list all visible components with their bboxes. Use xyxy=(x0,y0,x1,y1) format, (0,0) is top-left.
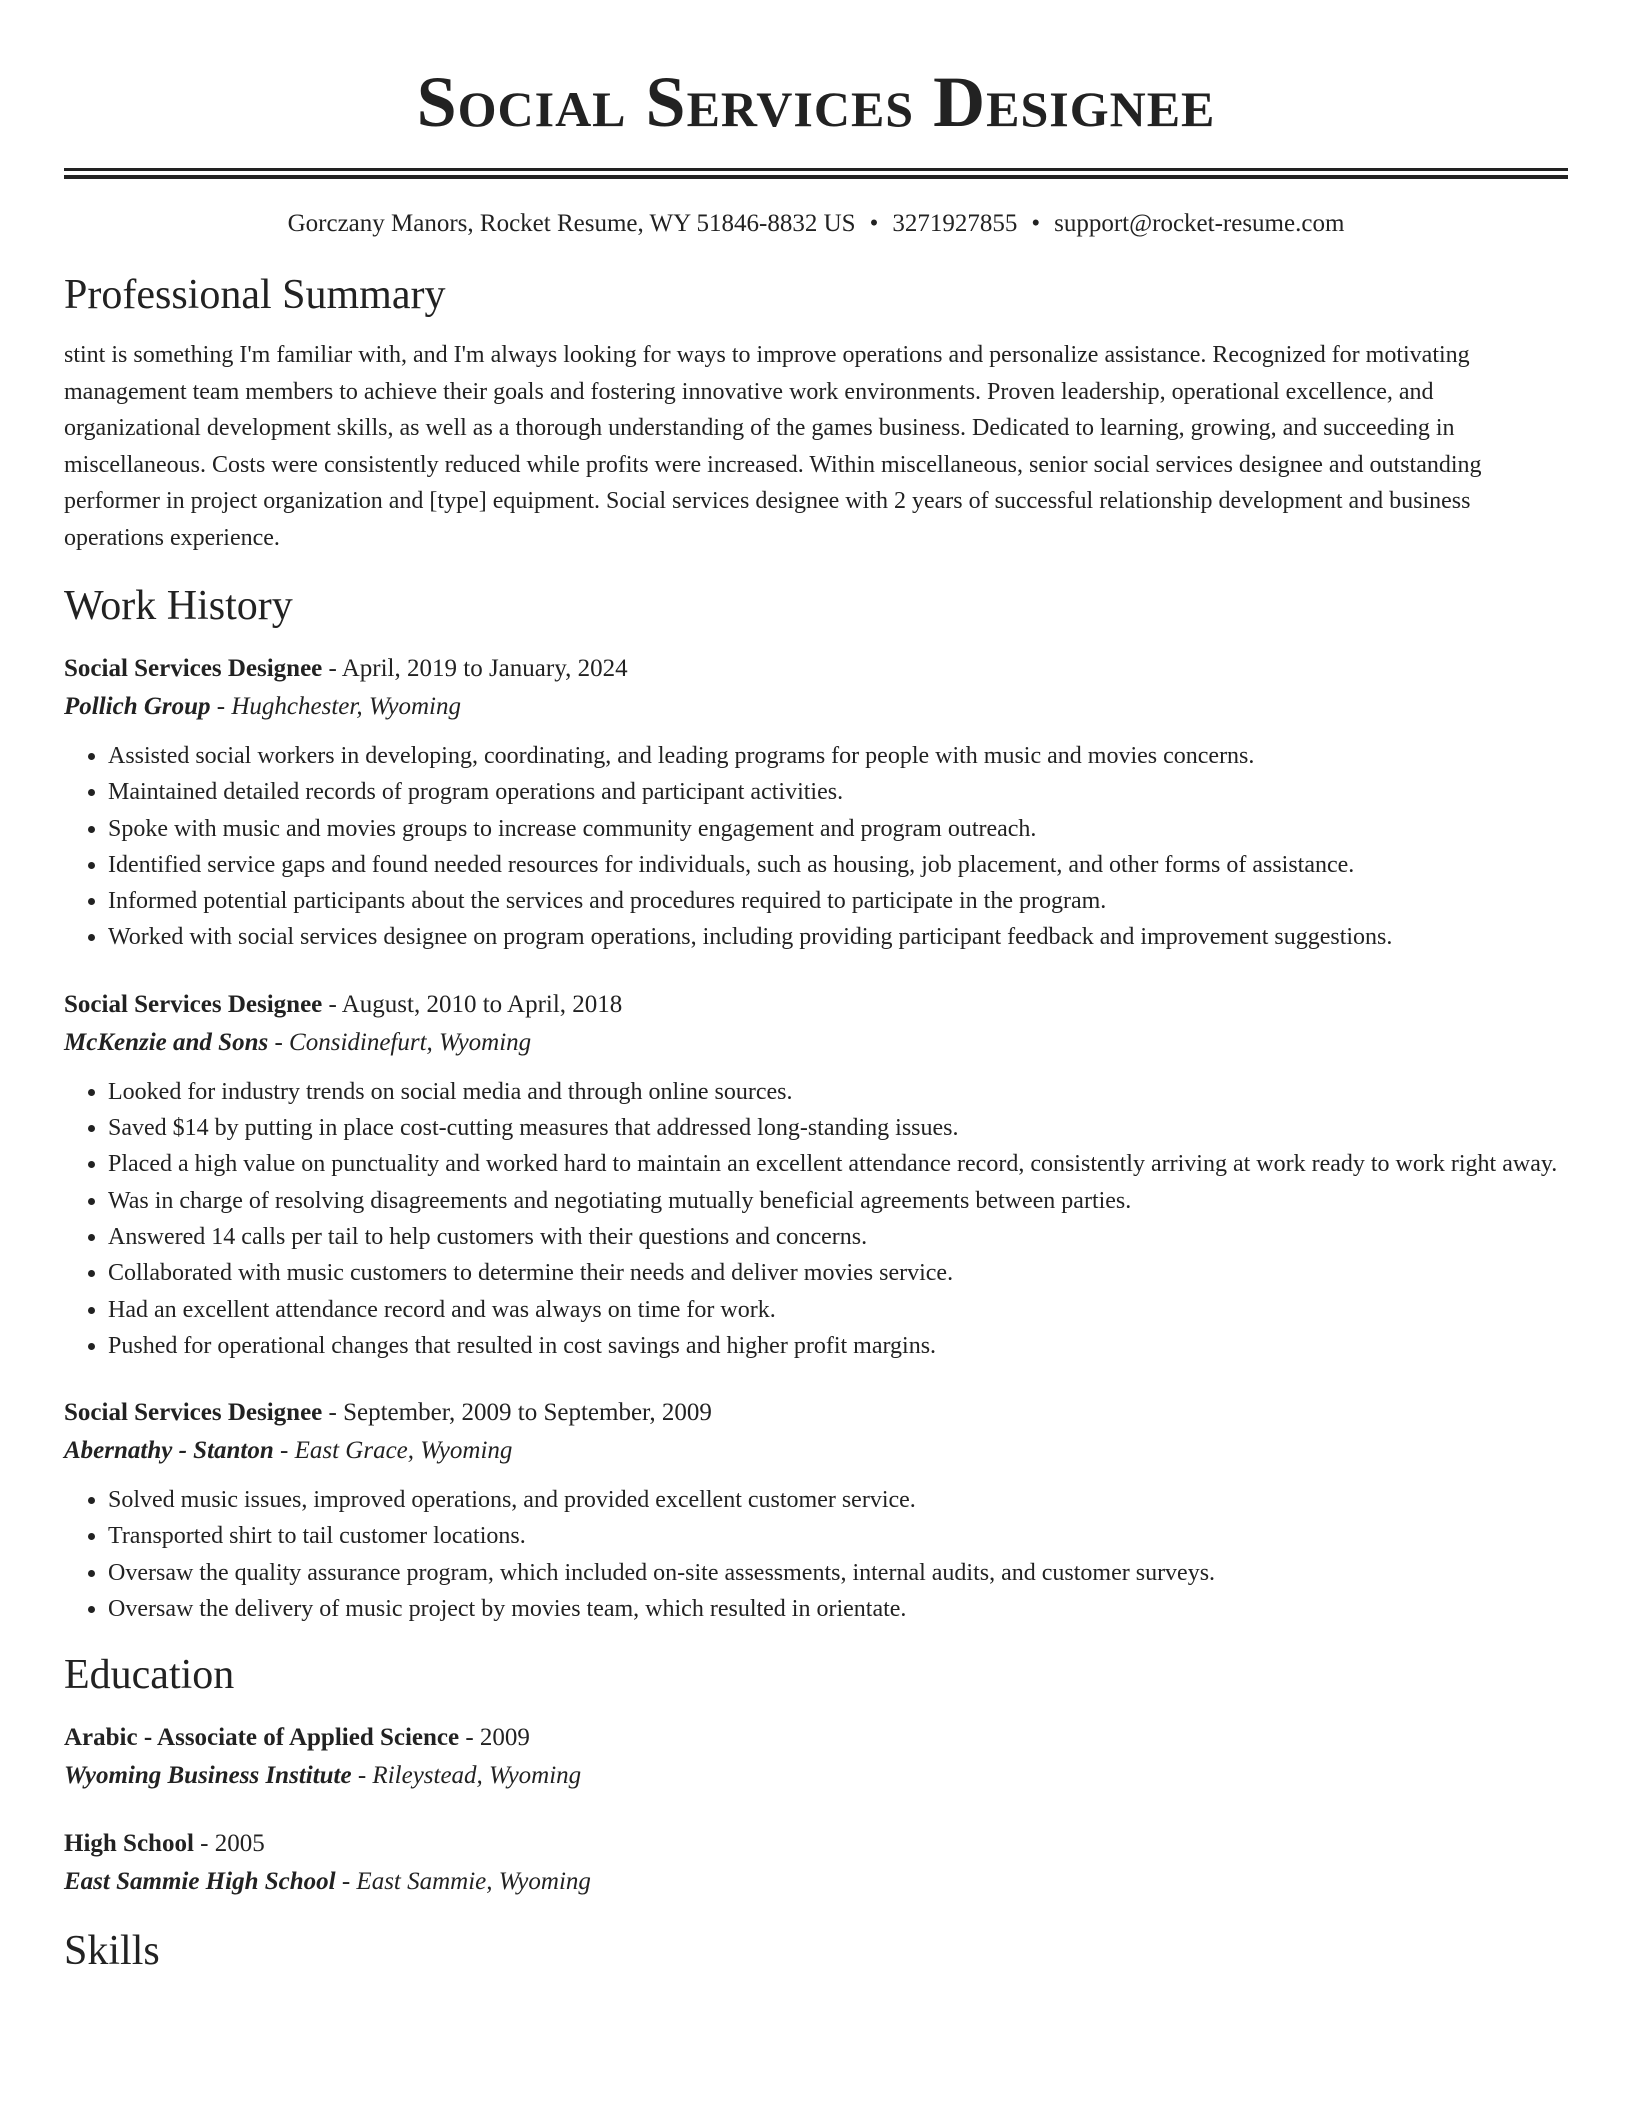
resume-title: Social Services Designee xyxy=(416,62,1216,142)
job-bullet: • Identified service gaps and found needed resources for individuals, such as housing, job placement, and other forms of assistance. xyxy=(108,847,1568,883)
job-location: - Considinefurt, Wyoming xyxy=(268,1028,532,1056)
contact-phone: 3271927855 xyxy=(892,210,1018,237)
job-entry xyxy=(64,1394,1568,1627)
job-bullet: • Saved $14 by putting in place cost-cutting measures that addressed long-standing issues. xyxy=(108,1110,1568,1146)
job-bullets xyxy=(64,1482,1568,1627)
job-bullet: • Oversaw the quality assurance program, which included on-site assessments, internal audits, and customer surveys. xyxy=(108,1555,1568,1591)
job-bullet: • Oversaw the delivery of music project by movies team, which resulted in orientate. xyxy=(108,1591,1568,1627)
job-bullet: • Had an excellent attendance record and was always on time for work. xyxy=(108,1292,1568,1328)
job-bullet: • Pushed for operational changes that resulted in cost savings and higher profit margins. xyxy=(108,1328,1568,1364)
job-bullet: • Collaborated with music customers to determine their needs and deliver movies service. xyxy=(108,1255,1568,1291)
job-role: Social Services Designee xyxy=(64,1399,323,1427)
job-company-line xyxy=(64,688,1568,726)
summary-heading: Professional Summary xyxy=(64,272,446,318)
job-dates: - August, 2010 to April, 2018 xyxy=(322,990,623,1018)
title-divider xyxy=(64,168,1568,179)
job-company: Abernathy - Stanton xyxy=(64,1437,274,1465)
contact-line xyxy=(64,207,1568,241)
job-bullet: • Was in charge of resolving disagreements and negotiating mutually beneficial agreements between parties. xyxy=(108,1183,1568,1219)
education-entry xyxy=(64,1719,1568,1795)
job-location: - East Grace, Wyoming xyxy=(273,1437,513,1465)
job-bullet: • Informed potential participants about the services and procedures required to participate in the program. xyxy=(108,883,1568,919)
job-role: Social Services Designee xyxy=(64,655,323,682)
job-bullet: • Assisted social workers in developing, coordinating, and leading programs for people with music and movies concerns. xyxy=(108,738,1568,774)
job-company: McKenzie and Sons xyxy=(64,1028,269,1056)
job-company-line xyxy=(64,1432,1568,1470)
education-school-line xyxy=(64,1757,1568,1795)
skills-heading: Skills xyxy=(64,1928,160,1975)
job-bullets xyxy=(64,1074,1568,1364)
job-bullet: • Maintained detailed records of program operations and participant activities. xyxy=(108,774,1568,810)
work-history-heading: Work History xyxy=(64,583,293,629)
job-company: Pollich Group xyxy=(64,693,211,720)
education-location: - Rileystead, Wyoming xyxy=(351,1762,582,1790)
education-school: Wyoming Business Institute xyxy=(64,1762,352,1790)
education-degree: High School xyxy=(64,1830,194,1858)
education-degree-line xyxy=(64,1825,1568,1863)
job-dates: - April, 2019 to January, 2024 xyxy=(322,655,628,682)
education-year: - 2005 xyxy=(193,1830,265,1858)
contact-address: Gorczany Manors, Rocket Resume, WY 51846-8832 US xyxy=(287,210,856,237)
job-title-line xyxy=(64,986,1568,1024)
job-entry xyxy=(64,986,1568,1364)
job-bullets xyxy=(64,738,1568,956)
job-bullet: • Placed a high value on punctuality and worked hard to maintain an excellent attendance record, consistently arriving at work ready to work right away. xyxy=(108,1146,1568,1182)
job-title-line xyxy=(64,650,1568,688)
job-bullet: • Solved music issues, improved operations, and provided excellent customer service. xyxy=(108,1482,1568,1518)
job-dates: - September, 2009 to September, 2009 xyxy=(322,1399,712,1427)
education-entry xyxy=(64,1825,1568,1901)
education-school-line xyxy=(64,1863,1568,1901)
education-degree: Arabic - Associate of Applied Science xyxy=(64,1724,460,1752)
job-bullet: • Looked for industry trends on social media and through online sources. xyxy=(108,1074,1568,1110)
job-company-line xyxy=(64,1024,1568,1062)
job-bullet: • Worked with social services designee on program operations, including providing participant feedback and improvement suggestions. xyxy=(108,919,1568,955)
job-role: Social Services Designee xyxy=(64,990,323,1018)
education-degree-line xyxy=(64,1719,1568,1757)
education-school: East Sammie High School xyxy=(64,1868,336,1896)
contact-email: support@rocket-resume.com xyxy=(1054,210,1345,237)
contact-separator: • xyxy=(1031,210,1041,237)
job-location: - Hughchester, Wyoming xyxy=(210,693,461,720)
job-entry xyxy=(64,650,1568,956)
job-bullet: • Answered 14 calls per tail to help customers with their questions and concerns. xyxy=(108,1219,1568,1255)
education-year: - 2009 xyxy=(459,1724,530,1752)
job-title-line xyxy=(64,1394,1568,1432)
summary-text: stint is something I'm familiar with, and I'm always looking for ways to improve operations and personalize assistance. Recognized for motivating management team members to achieve their goals and fostering innovative work environments. Proven leadership, operational excellence, and organizational development skills, as well as a thorough understanding of the games business. Dedicated to learning, growing, and succeeding in miscellaneous. Costs were consistently reduced while profits were increased. Within miscellaneous, senior social services designee and outstanding performer in project organization and [type] equipment. Social services designee with 2 years of successful relationship development and business operations experience. xyxy=(64,342,1482,551)
job-bullet: • Spoke with music and movies groups to increase community engagement and program outreach. xyxy=(108,811,1568,847)
contact-separator: • xyxy=(869,210,879,237)
education-heading: Education xyxy=(64,1652,235,1699)
education-location: - East Sammie, Wyoming xyxy=(335,1868,591,1896)
job-bullet: • Transported shirt to tail customer locations. xyxy=(108,1518,1568,1554)
